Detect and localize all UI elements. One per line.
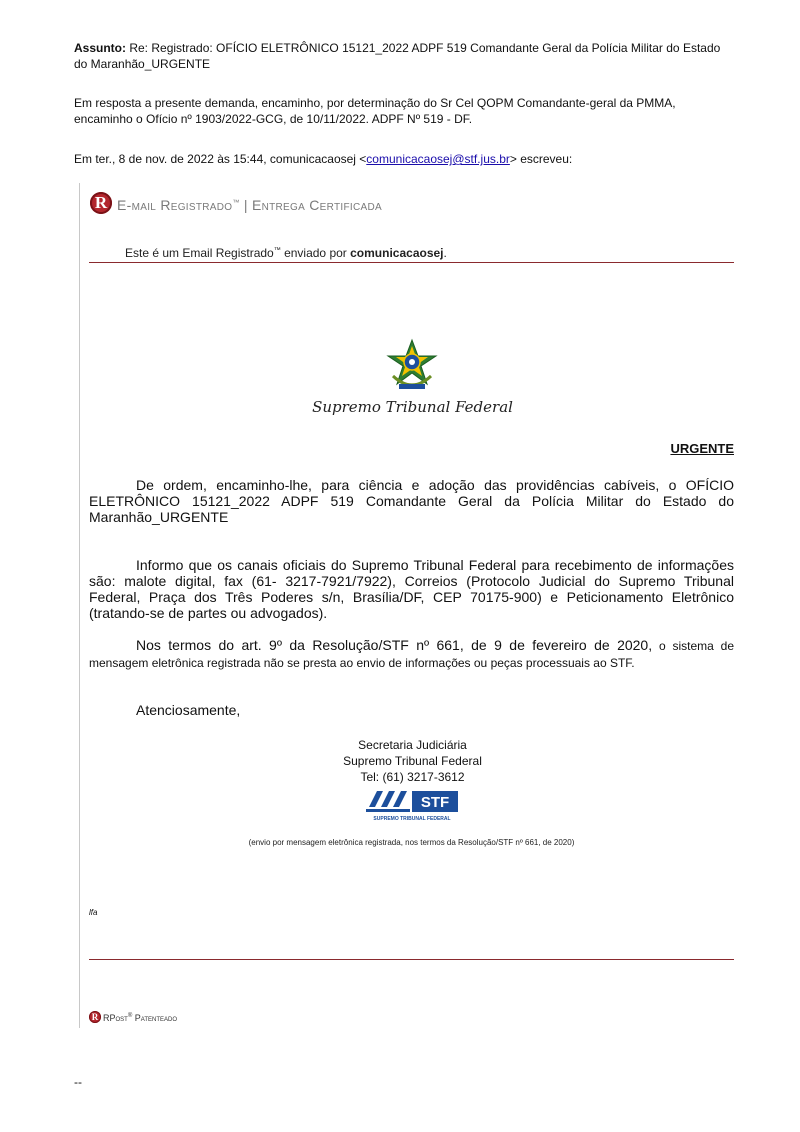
coat-of-arms-icon xyxy=(385,338,439,394)
rpost-logo-icon: R xyxy=(90,192,112,214)
institution-name: Supremo Tribunal Federal xyxy=(312,398,513,416)
paragraph-3-text-b: o sistema de mensagem eletrônica registrada não se presta ao envio de informações ou peças processuais ao STF. xyxy=(89,639,734,670)
paragraph-3 xyxy=(89,637,734,671)
quoted-header xyxy=(74,151,734,167)
wrote-suffix: > escreveu: xyxy=(509,152,573,166)
quote-bar xyxy=(79,183,80,1028)
notice-end: . xyxy=(443,246,447,260)
initials: lfa xyxy=(89,908,98,917)
signature-phone: Tel: (61) 3217-3612 xyxy=(360,770,465,784)
rpost-reg: ® xyxy=(127,1013,133,1019)
registered-email-notice xyxy=(125,246,447,260)
reply-text: Em resposta a presente demanda, encaminho, por determinação do Sr Cel QOPM Comandante-geral da PMMA, encaminho o Ofício nº 1903/2022-GCG, de 10/11/2022. ADPF Nº 519 - DF. xyxy=(74,96,676,126)
notice-tm: ™ xyxy=(273,247,281,254)
paragraph-1-text: De ordem, encaminho-lhe, para ciência e adoção das providências cabíveis, o OFÍCIO ELETRÔNICO 15121_2022 ADPF 519 Comandante Geral da Polícia Militar do Estado do Maranhão_URGENTE xyxy=(89,477,734,525)
rpost-suffix: Patenteado xyxy=(132,1013,177,1023)
paragraph-2-text: Informo que os canais oficiais do Supremo Tribunal Federal para recebimento de informações são: malote digital, fax (61- 3217-7921/7922), Correios (Protocolo Judicial do Supremo Tribunal Federal, Praça dos Três Poderes s/n, Brasília/DF, CEP 70175-900) e Peticionamento Eletrônico (tratando-se de partes ou advogados). xyxy=(89,557,734,621)
registered-email-title xyxy=(117,197,382,213)
stf-logo xyxy=(365,789,460,823)
rpost-text: RPost xyxy=(103,1013,128,1023)
rpost-patent xyxy=(103,1013,177,1023)
title-certified: | Entrega Certificada xyxy=(239,197,382,213)
banner-divider xyxy=(89,262,734,263)
subject-text: Re: Registrado: OFÍCIO ELETRÔNICO 15121_2022 ADPF 519 Comandante Geral da Polícia Militar do Estado do Maranhão_URGENTE xyxy=(74,41,721,71)
signature-org: Supremo Tribunal Federal xyxy=(343,754,482,768)
rpost-small-logo-icon: R xyxy=(89,1011,101,1023)
signature-dept: Secretaria Judiciária xyxy=(358,738,467,752)
sender-email-link[interactable]: comunicacaosej@stf.jus.br xyxy=(366,152,510,166)
title-tm: ™ xyxy=(232,199,240,207)
wrote-prefix: Em ter., 8 de nov. de 2022 às 15:44, comunicacaosej < xyxy=(74,152,367,166)
notice-prefix: Este é um Email Registrado xyxy=(125,246,274,260)
stf-logo-text: STF xyxy=(420,794,450,811)
footer-divider xyxy=(89,959,734,960)
closing-text: Atenciosamente, xyxy=(136,702,241,718)
paragraph-2 xyxy=(89,557,734,621)
paragraph-1 xyxy=(89,477,734,525)
stf-logo-subtext: SUPREMO TRIBUNAL FEDERAL xyxy=(373,816,451,822)
legal-note: (envio por mensagem eletrônica registrada, nos termos da Resolução/STF nº 661, de 2020) xyxy=(248,838,575,847)
email-subject xyxy=(74,40,734,72)
urgent-label: URGENTE xyxy=(670,441,734,456)
paragraph-3-text-a: Nos termos do art. 9º da Resolução/STF nº 661, de 9 de fevereiro de 2020, xyxy=(136,637,653,653)
subject-label: Assunto: xyxy=(74,41,126,55)
closing xyxy=(89,702,734,718)
signature-separator: -- xyxy=(74,1075,82,1089)
notice-mid: enviado por xyxy=(280,246,351,260)
notice-sender: comunicacaosej xyxy=(350,246,444,260)
title-registered: E-mail Registrado xyxy=(117,197,233,213)
